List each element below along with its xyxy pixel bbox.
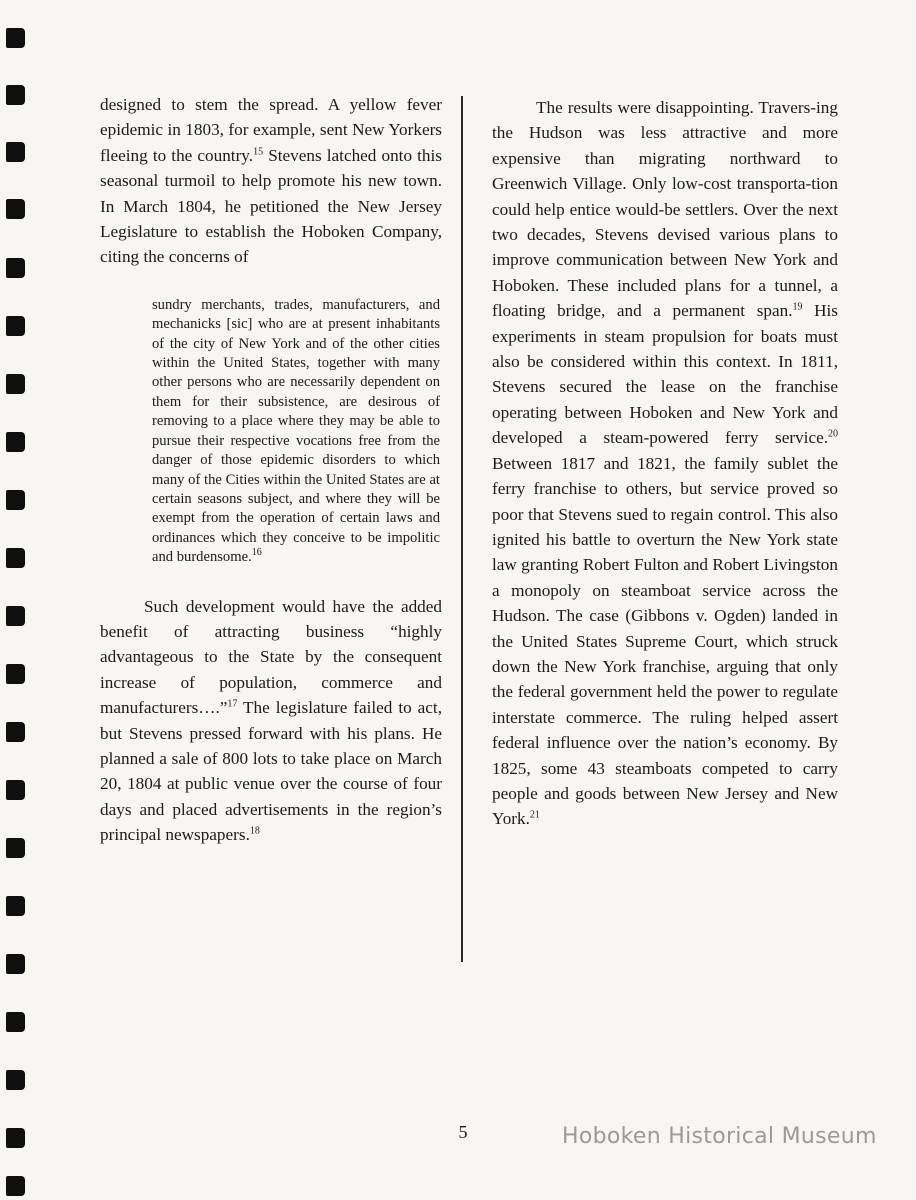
text-run: Stevens latched onto this seasonal turmoil to help promote his new town. In March 1804, he petitioned the New Jersey Legislature to establish the Hoboken Company, citing the concerns of [100, 145, 442, 267]
text-run: The results were disappointing. Travers-ing the Hudson was less attractive and more expensive than migrating northward to Greenwich Village. Only low-cost transporta-tion could help entice would-be settlers. Over the next two decades, Stevens devised various plans to improve communication between New York and Hoboken. These included plans for a tunnel, a floating bridge, and a permanent span. [492, 98, 838, 321]
text-run: The legislature failed to act, but Stevens pressed forward with his plans. He planned a sale of 800 lots to take place on March 20, 1804 at public venue over the course of four days and placed advertisements in the region’s principal newspapers. [100, 698, 442, 845]
text-run: designed to stem the spread. A yellow fever epidemic in 1803, for example, sent New Yorkers fleeing to the country. [100, 95, 442, 165]
binding-hole [6, 1012, 25, 1032]
footnote-ref-16: 16 [251, 547, 262, 559]
quote-text: sundry merchants, trades, manufacturers, and mechanicks [sic] who are at present inhabitants of the city of New York and of the other cities within the United States, together with many other persons who are necessarily dependent on them for their subsistence, are desirous of removing to a place where they may be able to pursue their respective vocations free from the danger of those epidemic disorders to which many of the Cities within the United States are at certain seasons subject, and where they will be exempt from the operation of certain laws and ordinances which they conceive to be impolitic and burdensome. [152, 296, 440, 566]
left-paragraph-1 [100, 92, 442, 270]
left-column [100, 92, 442, 848]
binding-hole [6, 1128, 25, 1148]
text-run: His experiments in steam propulsion for boats must also be considered within this context. In 1811, Stevens secured the lease on the franchise operating between Hoboken and New York and developed a steam-powered ferry service. [492, 301, 838, 448]
binding-hole [6, 896, 25, 916]
text-run: Between 1817 and 1821, the family sublet the ferry franchise to others, but service proved so poor that Stevens sued to regain control. This also ignited his battle to overturn the New York state law granting Robert Fulton and Robert Livingston a monopoly on steamboat service across the Hudson. The case (Gibbons v. Ogden) landed in the United States Supreme Court, which struck down the New York franchise, arguing that only the federal government held the power to regulate interstate commerce. The ruling helped assert federal influence over the nation’s economy. By 1825, some 43 steamboats competed to carry people and goods between New Jersey and New York. [492, 453, 838, 829]
binding-hole [6, 28, 25, 48]
binding-hole [6, 199, 25, 219]
binding-hole [6, 316, 25, 336]
footnote-ref-18: 18 [249, 825, 260, 837]
binding-hole [6, 722, 25, 742]
binding-hole [6, 258, 25, 278]
footnote-ref-17: 17 [227, 698, 238, 710]
column-divider [461, 96, 463, 962]
footnote-ref-20: 20 [828, 428, 838, 440]
binding-hole [6, 954, 25, 974]
footnote-ref-19: 19 [792, 301, 803, 313]
binding-hole [6, 664, 25, 684]
binding-hole [6, 374, 25, 394]
binding-hole [6, 142, 25, 162]
right-paragraph [492, 95, 838, 832]
text-run: Such development would have the added benefit of attracting business “highly advantageous to the State by the consequent increase of population, commerce and manufacturers….” [100, 596, 442, 718]
right-column [492, 95, 838, 832]
binding-hole [6, 548, 25, 568]
museum-watermark: Hoboken Historical Museum [562, 1124, 877, 1149]
binding-hole [6, 780, 25, 800]
binding-hole [6, 1070, 25, 1090]
binding-hole [6, 85, 25, 105]
footnote-ref-15: 15 [253, 146, 264, 158]
block-quote [152, 296, 440, 568]
spiral-binding [0, 0, 40, 1200]
binding-hole [6, 1176, 25, 1196]
left-paragraph-2 [100, 594, 442, 848]
binding-hole [6, 606, 25, 626]
page-number: 5 [458, 1122, 468, 1142]
binding-hole [6, 490, 25, 510]
binding-hole [6, 432, 25, 452]
footnote-ref-21: 21 [529, 809, 540, 821]
binding-hole [6, 838, 25, 858]
